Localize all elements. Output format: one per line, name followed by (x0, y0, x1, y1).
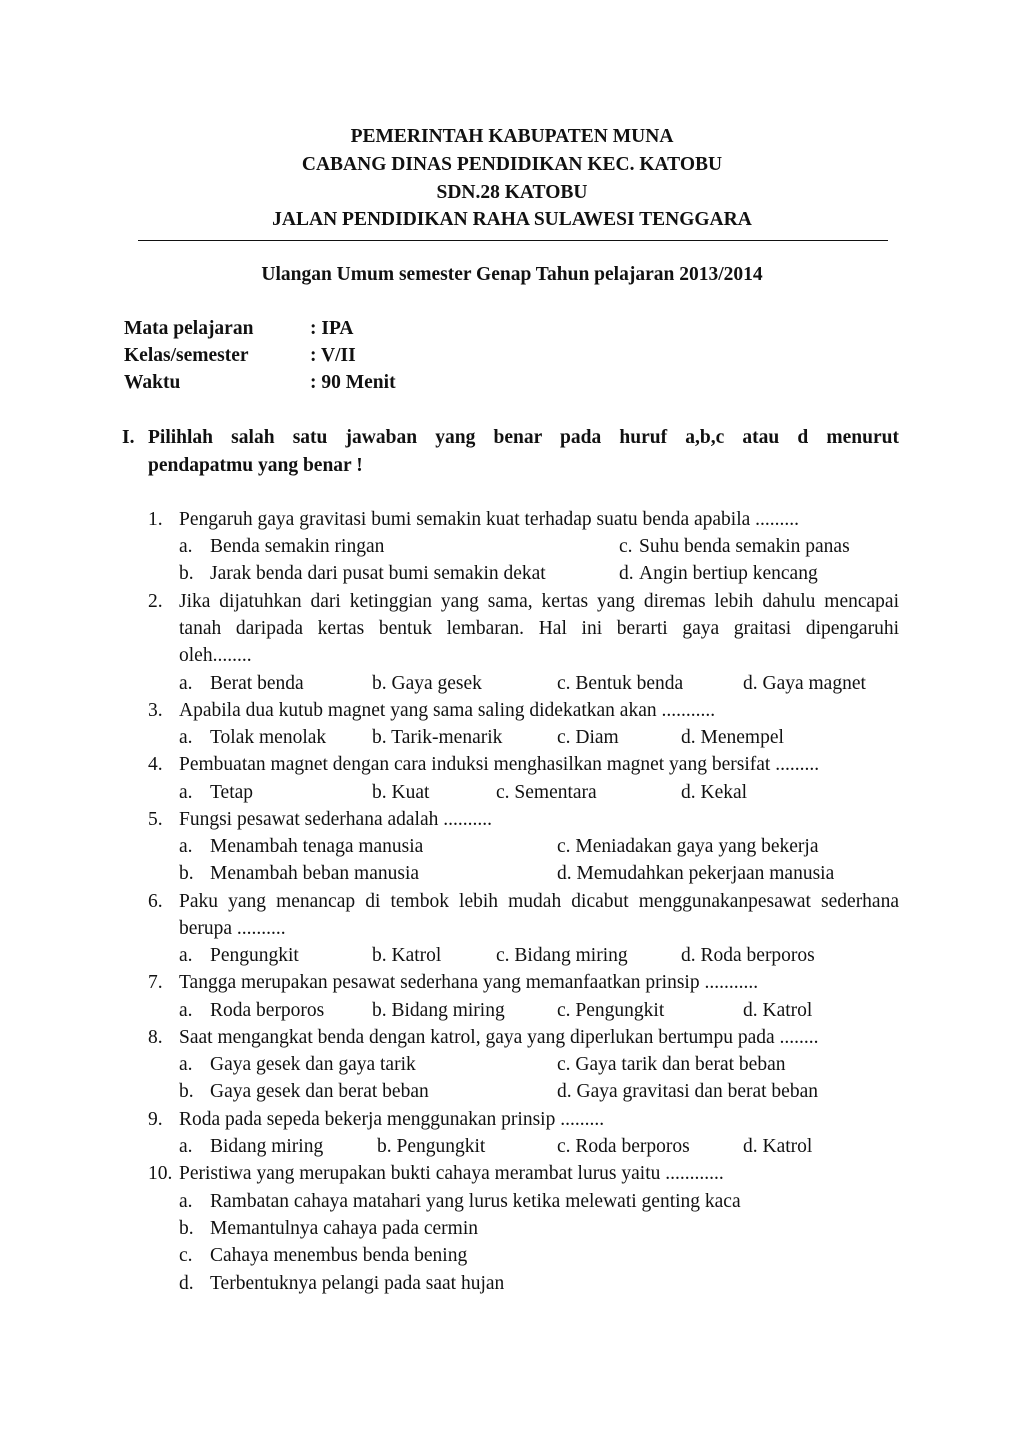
option-text: Suhu benda semakin panas (639, 536, 850, 557)
question-number: 8. (148, 1027, 163, 1048)
question-number: 9. (148, 1109, 163, 1130)
info-value-class: : V/II (310, 345, 356, 366)
option-text: d. Katrol (743, 1136, 813, 1157)
option-text: c. Roda berporos (557, 1136, 690, 1157)
info-label-time: Waktu (124, 372, 181, 393)
option-text: c. Bidang miring (496, 945, 628, 966)
option-text: Berat benda (210, 673, 304, 694)
question-text: Fungsi pesawat sederhana adalah .......... (179, 809, 492, 830)
option-text: b. Kuat (372, 782, 430, 803)
option-text: d. Gaya magnet (743, 673, 866, 694)
option-text: b. Tarik-menarik (372, 727, 503, 748)
section-number: I. (122, 427, 135, 448)
option-text: c. Sementara (496, 782, 597, 803)
option-label: d. (619, 563, 634, 584)
question-number: 10. (148, 1163, 173, 1184)
question-text: Peristiwa yang merupakan bukti cahaya merambat lurus yaitu ............ (179, 1163, 724, 1184)
option-text: d. Kekal (681, 782, 748, 803)
option-text: c. Diam (557, 727, 619, 748)
question-text: Tangga merupakan pesawat sederhana yang memanfaatkan prinsip ........... (179, 972, 759, 993)
option-text: Tolak menolak (210, 727, 327, 748)
question-text: Pembuatan magnet dengan cara induksi menghasilkan magnet yang bersifat ......... (179, 754, 820, 775)
question-text: Jika dijatuhkan dari ketinggian yang sama, kertas yang diremas lebih dahulu mencapai (179, 591, 899, 612)
section-instruction-line1: Pilihlah salah satu jawaban yang benar pada huruf a,b,c atau d menurut (148, 427, 899, 448)
option-label: a. (179, 782, 193, 803)
option-label: b. (179, 1081, 194, 1102)
question-number: 2. (148, 591, 163, 612)
option-text: d. Menempel (681, 727, 784, 748)
option-text: Benda semakin ringan (210, 536, 385, 557)
option-text: c. Bentuk benda (557, 673, 684, 694)
option-text: Tetap (210, 782, 254, 803)
option-text: d. Katrol (743, 1000, 813, 1021)
option-text: Bidang miring (210, 1136, 324, 1157)
header-government: PEMERINTAH KABUPATEN MUNA (350, 126, 674, 147)
header-divider (138, 240, 888, 241)
option-text: b. Katrol (372, 945, 442, 966)
option-text: Angin bertiup kencang (639, 563, 818, 584)
option-label: a. (179, 836, 193, 857)
option-label: b. (179, 863, 194, 884)
question-number: 6. (148, 891, 163, 912)
option-label: a. (179, 1054, 193, 1075)
option-text: c. Meniadakan gaya yang bekerja (557, 836, 819, 857)
question-number: 5. (148, 809, 163, 830)
option-text: Roda berporos (210, 1000, 325, 1021)
option-text: d. Gaya gravitasi dan berat beban (557, 1081, 818, 1102)
option-text: b. Gaya gesek (372, 673, 482, 694)
option-label: a. (179, 1000, 193, 1021)
option-text: Memantulnya cahaya pada cermin (210, 1218, 479, 1239)
option-text: Jarak benda dari pusat bumi semakin dekat (210, 563, 546, 584)
option-text: c. Pengungkit (557, 1000, 665, 1021)
question-text: Roda pada sepeda bekerja menggunakan prinsip ......... (179, 1109, 605, 1130)
option-label: a. (179, 673, 193, 694)
option-label: a. (179, 1136, 193, 1157)
option-label: a. (179, 1191, 193, 1212)
option-text: Gaya gesek dan berat beban (210, 1081, 429, 1102)
option-text: Gaya gesek dan gaya tarik (210, 1054, 416, 1075)
info-label-class: Kelas/semester (124, 345, 249, 366)
question-number: 4. (148, 754, 163, 775)
option-label: b. (179, 1218, 194, 1239)
option-label: c. (179, 1245, 193, 1266)
question-text: Saat mengangkat benda dengan katrol, gaya yang diperlukan bertumpu pada ........ (179, 1027, 819, 1048)
option-label: c. (619, 536, 633, 557)
option-text: c. Gaya tarik dan berat beban (557, 1054, 786, 1075)
option-text: Menambah beban manusia (210, 863, 420, 884)
info-value-time: : 90 Menit (310, 372, 396, 393)
question-text: Paku yang menancap di tembok lebih mudah dicabut menggunakanpesawat sederhana (179, 891, 899, 912)
section-instruction-line2: pendapatmu yang benar ! (148, 455, 363, 476)
option-label: d. (179, 1273, 194, 1294)
option-text: Cahaya menembus benda bening (210, 1245, 468, 1266)
option-text: d. Memudahkan pekerjaan manusia (557, 863, 835, 884)
question-number: 1. (148, 509, 163, 530)
option-text: Rambatan cahaya matahari yang lurus ketika melewati genting kaca (210, 1191, 741, 1212)
question-text: tanah daripada kertas bentuk lembaran. Hal ini berarti gaya graitasi dipengaruhi (179, 618, 899, 639)
option-text: b. Pengungkit (377, 1136, 486, 1157)
option-text: Terbentuknya pelangi pada saat hujan (210, 1273, 505, 1294)
option-label: a. (179, 945, 193, 966)
option-text: Pengungkit (210, 945, 299, 966)
info-value-subject: : IPA (310, 318, 354, 339)
question-text: oleh........ (179, 645, 252, 666)
option-label: a. (179, 727, 193, 748)
header-address: JALAN PENDIDIKAN RAHA SULAWESI TENGGARA (272, 209, 752, 230)
option-text: Menambah tenaga manusia (210, 836, 424, 857)
option-label: a. (179, 536, 193, 557)
question-text: berupa .......... (179, 918, 286, 939)
question-text: Apabila dua kutub magnet yang sama saling didekatkan akan ........... (179, 700, 716, 721)
option-label: b. (179, 563, 194, 584)
header-department: CABANG DINAS PENDIDIKAN KEC. KATOBU (301, 154, 723, 175)
question-number: 7. (148, 972, 163, 993)
option-text: b. Bidang miring (372, 1000, 505, 1021)
info-label-subject: Mata pelajaran (124, 318, 254, 339)
exam-title: Ulangan Umum semester Genap Tahun pelajaran 2013/2014 (261, 264, 763, 285)
header-school: SDN.28 KATOBU (436, 182, 588, 203)
question-text: Pengaruh gaya gravitasi bumi semakin kuat terhadap suatu benda apabila ......... (179, 509, 800, 530)
question-number: 3. (148, 700, 163, 721)
option-text: d. Roda berporos (681, 945, 815, 966)
